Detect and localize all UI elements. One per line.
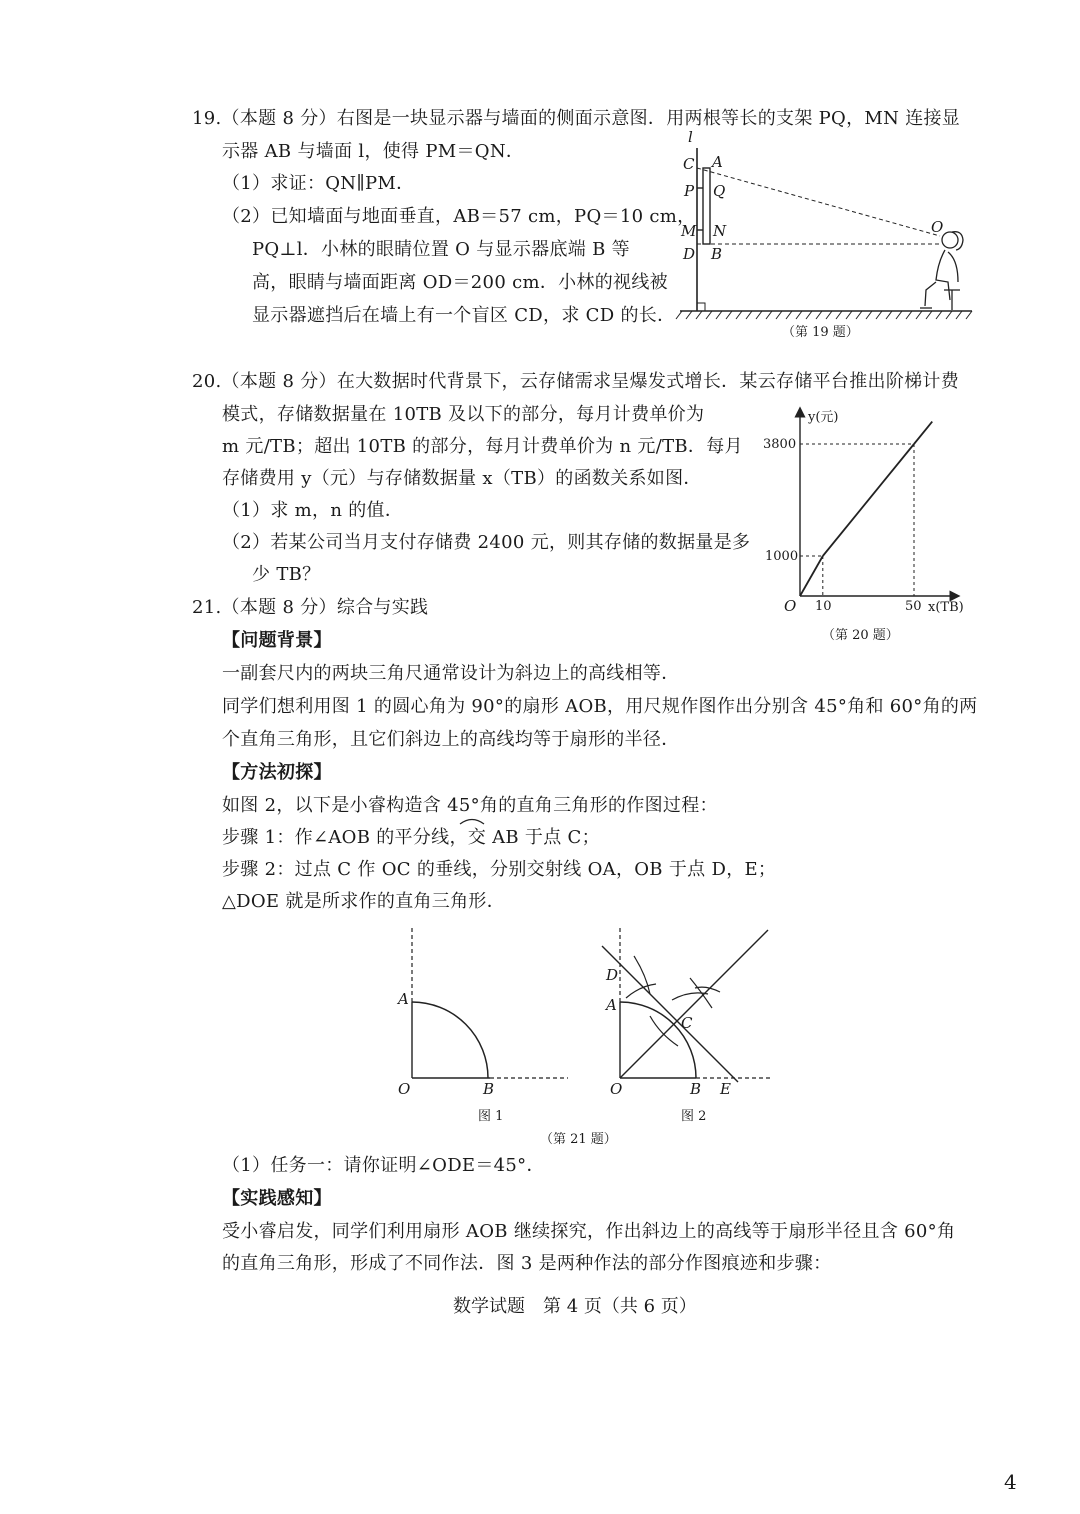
q21-fig2-caption: 图 2 xyxy=(681,1109,707,1124)
q20-line-1: 20.（本题 8 分）在大数据时代背景下，云存储需求呈爆发式增长．某云存储平台推出阶梯计费 xyxy=(192,371,960,392)
q21-fig2-label-B: B xyxy=(690,1080,702,1098)
q21-fig1-label-A: A xyxy=(398,990,409,1008)
q21-practice-line-1: 受小睿启发，同学们利用扇形 AOB 继续探究，作出斜边上的高线等于扇形半径且含 60°角 xyxy=(222,1221,956,1242)
q21-bg-line-1: 一副套尺内的两块三角尺通常设计为斜边上的高线相等． xyxy=(222,663,680,684)
q21-task-1: （1）任务一：请你证明∠ODE＝45°． xyxy=(222,1155,545,1176)
q21-heading-background: 【问题背景】 xyxy=(222,630,332,651)
q20-xtick-50: 50 xyxy=(905,599,922,614)
q21-fig1-label-B: B xyxy=(483,1080,495,1098)
q19-label-l: l xyxy=(688,128,693,146)
q21-practice-line-2: 的直角三角形，形成了不同作法．图 3 是两种作法的部分作图痕迹和步骤： xyxy=(222,1253,832,1274)
q19-label-P: P xyxy=(684,182,695,200)
q20-line-7: 少 TB？ xyxy=(252,564,321,585)
q20-line-3: m 元/TB；超出 10TB 的部分，每月计费单价为 n 元/TB．每月 xyxy=(222,436,743,457)
q21-heading-method: 【方法初探】 xyxy=(222,762,332,783)
q21-method-line-2: 步骤 1：作∠AOB 的平分线，交 AB 于点 C； xyxy=(222,827,600,848)
q19-label-C: C xyxy=(683,155,695,173)
q19-label-B: B xyxy=(711,245,723,263)
q19-line-3: （1）求证：QN∥PM． xyxy=(222,173,415,194)
q19-line-5: PQ⊥l．小林的眼睛位置 O 与显示器底端 B 等 xyxy=(252,239,630,260)
q19-line-1: 19.（本题 8 分）右图是一块显示器与墙面的侧面示意图．用两根等长的支架 PQ，MN 连接显 xyxy=(192,108,961,129)
q21-fig2-label-C: C xyxy=(681,1014,693,1032)
q20-origin-label: O xyxy=(784,597,797,615)
q19-label-Q: Q xyxy=(713,182,726,200)
q20-line-4: 存储费用 y（元）与存储数据量 x（TB）的函数关系如图． xyxy=(222,468,702,489)
q20-line-5: （1）求 m，n 的值． xyxy=(222,500,404,521)
q21-heading-practice: 【实践感知】 xyxy=(222,1188,332,1209)
q19-label-D: D xyxy=(683,245,696,263)
q20-caption: （第 20 题） xyxy=(822,628,899,643)
q20-xtick-10: 10 xyxy=(815,599,832,614)
q21-method-line-3: 步骤 2：过点 C 作 OC 的垂线，分别交射线 OA，OB 于点 D，E； xyxy=(222,859,777,880)
q21-fig1-label-O: O xyxy=(398,1080,411,1098)
q21-figure-caption: （第 21 题） xyxy=(540,1132,617,1147)
q21-fig2-label-E: E xyxy=(720,1080,731,1098)
q20-xlabel: x(TB) xyxy=(928,600,964,615)
page-footer: 数学试题 第 4 页（共 6 页） xyxy=(453,1296,697,1317)
q19-line-6: 高，眼睛与墙面距离 OD＝200 cm．小林的视线被 xyxy=(252,272,668,293)
q19-label-M: M xyxy=(681,222,697,240)
q19-label-A: A xyxy=(712,153,723,171)
page-number: 4 xyxy=(1004,1470,1017,1494)
q21-fig2-label-A: A xyxy=(606,996,617,1014)
q19-label-O: O xyxy=(931,218,944,236)
q19-line-4: （2）已知墙面与地面垂直，AB＝57 cm，PQ＝10 cm， xyxy=(222,206,696,227)
q21-method-line-4: △DOE 就是所求作的直角三角形． xyxy=(222,891,505,912)
q20-ytick-3800: 3800 xyxy=(763,437,797,452)
q20-ytick-1000: 1000 xyxy=(765,549,799,564)
q21-fig1-caption: 图 1 xyxy=(478,1109,504,1124)
q20-line-2: 模式，存储数据量在 10TB 及以下的部分，每月计费单价为 xyxy=(222,404,705,425)
q19-caption: （第 19 题） xyxy=(782,325,859,340)
q21-title: 21.（本题 8 分）综合与实践 xyxy=(192,597,429,618)
q19-line-7: 显示器遮挡后在墙上有一个盲区 CD，求 CD 的长． xyxy=(252,305,676,326)
q19-line-2: 示器 AB 与墙面 l，使得 PM＝QN． xyxy=(222,141,525,162)
q21-bg-line-3: 个直角三角形，且它们斜边上的高线均等于扇形的半径． xyxy=(222,729,680,750)
q20-ylabel: y(元) xyxy=(808,410,839,425)
q19-label-N: N xyxy=(713,222,727,240)
q21-method-line-1: 如图 2，以下是小睿构造含 45°角的直角三角形的作图过程： xyxy=(222,795,718,816)
q21-bg-line-2: 同学们想利用图 1 的圆心角为 90°的扇形 AOB，用尺规作图作出分别含 45°角和 60°角的两 xyxy=(222,696,978,717)
q20-line-6: （2）若某公司当月支付存储费 2400 元，则其存储的数据量是多 xyxy=(222,532,751,553)
q21-fig2-label-O: O xyxy=(610,1080,623,1098)
q21-fig2-label-D: D xyxy=(606,966,619,984)
